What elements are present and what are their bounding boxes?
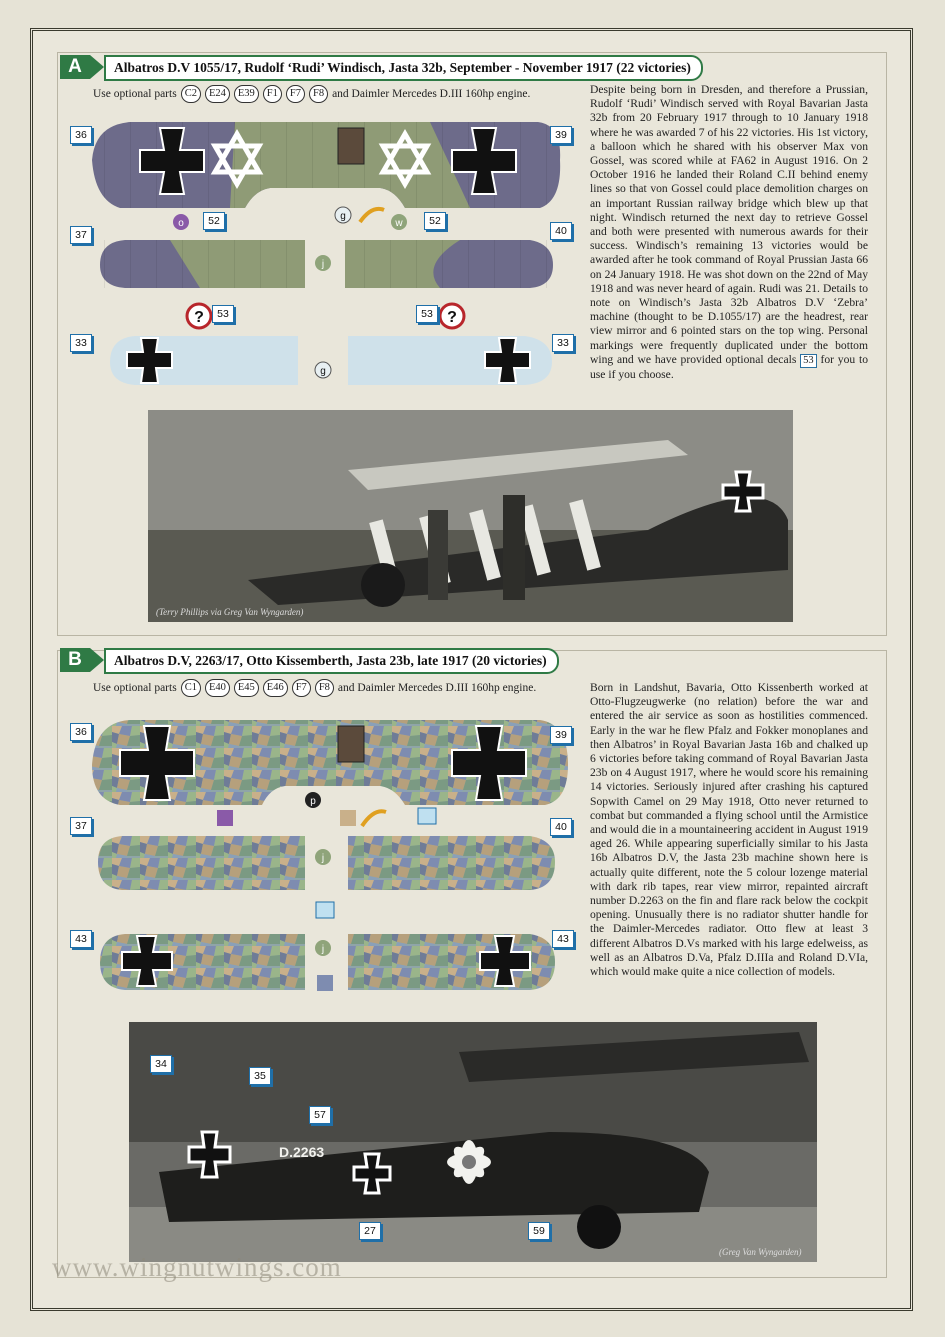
marker-label: j [321, 853, 325, 864]
decal-callout: 36 [70, 126, 92, 144]
photo-credit: (Greg Van Wyngarden) [719, 1247, 802, 1257]
decal-callout: 33 [70, 334, 92, 352]
section-a-letter: A [60, 55, 90, 79]
decal-callout: 37 [70, 226, 92, 244]
part-badge: F7 [286, 85, 305, 103]
part-badge: E40 [205, 679, 230, 697]
decal-callout: 43 [552, 930, 574, 948]
part-badge: F8 [315, 679, 334, 697]
marker-label: o [178, 218, 184, 229]
decal-callout: 39 [550, 126, 572, 144]
section-a-title: Albatros D.V 1055/17, Rudolf ‘Rudi’ Windisch, Jasta 32b, September - November 1917 (22 victories) [104, 55, 703, 81]
marker-label: g [320, 366, 326, 377]
decal-callout: 37 [70, 817, 92, 835]
decal-callout: 53 [212, 305, 234, 323]
decal-callout: 52 [203, 212, 225, 230]
lozenge-swatch-icon [317, 975, 333, 991]
part-badge: C2 [181, 85, 201, 103]
marker-label: p [310, 796, 316, 807]
decal-callout: 59 [528, 1222, 550, 1240]
description-end: for you to use if you choose. [590, 352, 868, 381]
photo-albatros-edelweiss [129, 1022, 817, 1262]
parts-prefix: Use optional parts [93, 682, 177, 694]
marker-label: j [321, 259, 325, 270]
decal-callout: 33 [552, 334, 574, 352]
marker-label: w [395, 218, 403, 229]
part-badge: E24 [205, 85, 230, 103]
section-b-photo [129, 1022, 817, 1262]
decal-callout: 40 [550, 222, 572, 240]
decal-callout: 52 [424, 212, 446, 230]
part-badge: C1 [181, 679, 201, 697]
lozenge-swatch-icon [340, 810, 356, 826]
decal-callout: 53 [416, 305, 438, 323]
part-badge: E45 [234, 679, 259, 697]
decal-callout: 40 [550, 818, 572, 836]
paint-marker-icon [305, 792, 331, 956]
decal-callout: 57 [309, 1106, 331, 1124]
decal-callout: 34 [150, 1055, 172, 1073]
decal-callout: 39 [550, 726, 572, 744]
question-mark-text: ? [194, 309, 204, 326]
decal-callout: 36 [70, 723, 92, 741]
part-badge: F8 [309, 85, 328, 103]
decal-callout: 27 [359, 1222, 381, 1240]
part-badge: F1 [263, 85, 282, 103]
parts-prefix: Use optional parts [93, 88, 177, 100]
section-b-letter: B [60, 648, 90, 672]
rib-tape-icon [316, 902, 334, 918]
marker-label: g [340, 211, 346, 222]
section-b-description: Born in Landshut, Bavaria, Otto Kissenberth worked at Otto-Flugzeugwerke (no relation) before the war and entered the air service as soon as hostilities commenced. Early in the war he flew Pfalz and Fokker monoplanes and then Albatros’ in Royal Bavarian Jasta 16b and chalked up 6 victories before taking command of Royal Bavarian Jasta 23b on 4 August 1917, where he would score his remaining 14 victories. Seriously injured after crashing his captured Sopwith Camel on 29 May 1918, Otto never returned to combat but commanded a flying school until the Armistice and would die in a mountaineering accident in August 1919 aged 26. While appearing superficially similar to his Jasta 16b Albatros D.V, the Jasta 23b machine shown here is actually quite different, note the 5 colour lozenge material with dark rib tapes, rear view mirror, repainted aircraft number D.2263 on the fin and flare rack below the cockpit opening. Unusually there is no radiator shutter handle for the Daimler-Mercedes radiator. Otto flew at least 3 different Albatros D.Vs marked with his large edelweiss, as well as an Albatros D.Va, Pfalz D.IIIa and Roland D.VIa, which would make quite a nice collection of models. [590, 681, 868, 979]
fuselage-code: D.2263 [279, 1144, 325, 1160]
part-badge: E46 [263, 679, 288, 697]
decal-callout: 43 [70, 930, 92, 948]
arrow-icon [362, 811, 386, 826]
decal-ref-53: 53 [800, 354, 817, 368]
lozenge-swatch-icon [217, 810, 233, 826]
section-b-title: Albatros D.V, 2263/17, Otto Kissemberth, Jasta 23b, late 1917 (20 victories) [104, 648, 559, 674]
photo-credit: (Terry Phillips via Greg Van Wyngarden) [156, 607, 304, 617]
question-mark-text: ? [447, 309, 457, 326]
upper-wing-lozenge [92, 720, 568, 805]
watermark: www.wingnutwings.com [52, 1252, 342, 1282]
parts-suffix: and Daimler Mercedes D.III 160hp engine. [332, 88, 531, 100]
parts-suffix: and Daimler Mercedes D.III 160hp engine. [337, 682, 537, 694]
decal-callout: 35 [249, 1067, 271, 1085]
marker-label: j [321, 944, 325, 955]
rib-tape-icon [418, 808, 436, 824]
part-badge: F7 [292, 679, 311, 697]
description-text: Despite being born in Dresden, and therefore a Prussian, Rudolf ‘Rudi’ Windisch served with Royal Bavarian Jasta 32b from 20 February 1917 through to 10 January 1918 where he was awarded 7 of his 22 victories. His 1st victory, a balloon which he shared with his observer Max von Gossel, was scored while at FA62 in August 1916. On 2 October 1916 he landed their Roland C.II behind enemy lines so that von Gossel could place demolition charges on an important Russian railway bridge which blew up that night. Windisch returned the next day to retrieve Gossel and both were presented with numerous awards for their success. Windisch’s remaining 13 victories would be awarded after he took command of Royal Prussian Jasta 66 on 24 January 1918. He was shot down on the 22nd of May 1918 and was never heard of again. Rudi was 21. Details to note on Windisch’s Jasta 32b Albatros D.V ‘Zebra’ machine (thought to be D.1055/17) are the headrest, rear view mirror and 6 pointed stars on the top wing. Personal markings were frequently duplicated under the bottom wing and we have provided optional decals [590, 83, 868, 366]
part-badge: E39 [234, 85, 259, 103]
